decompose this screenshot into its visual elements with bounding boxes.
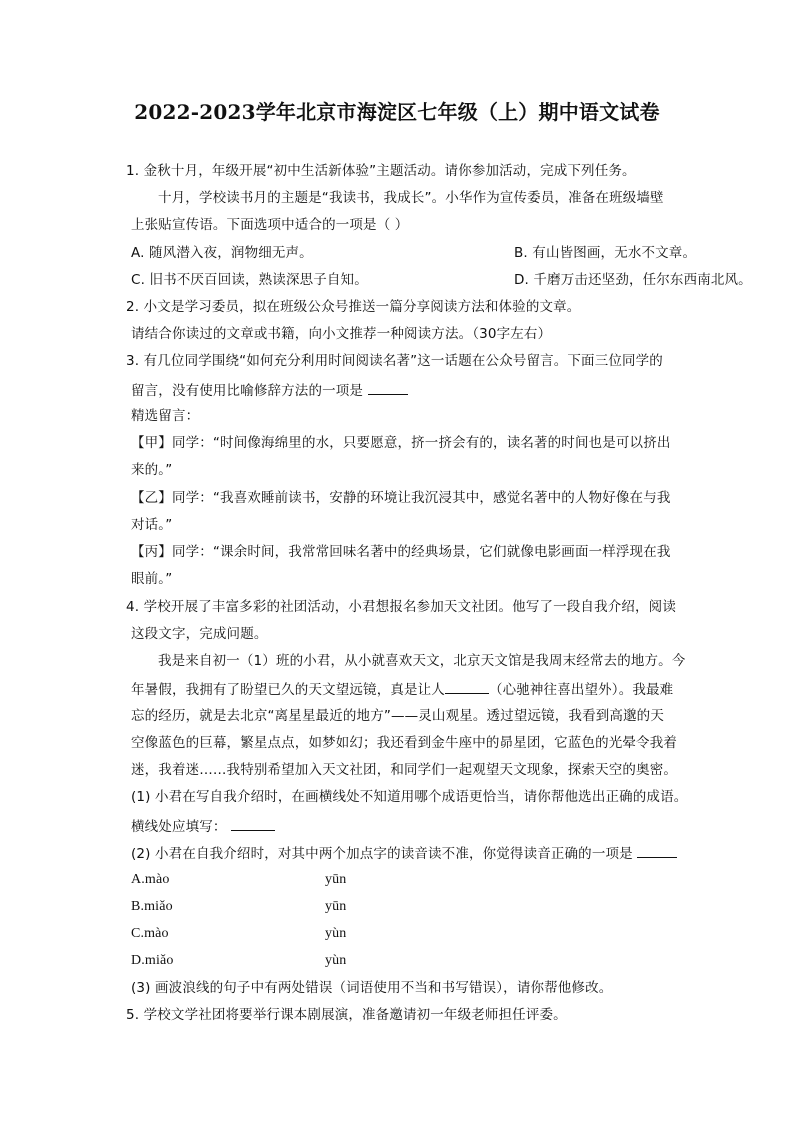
q4-passage-line3: 忘的经历，就是去北京“离星星最近的地方”——灵山观星。透过望远镜，我看到高邈的天 xyxy=(131,708,664,724)
q1-options-row2 xyxy=(131,271,752,289)
q1-options-row1 xyxy=(131,244,701,262)
q2-stem: 2. 小文是学习委员，拟在班级公众号推送一篇分享阅读方法和体验的文章。 xyxy=(126,299,581,315)
q4-choice-c-second: yùn xyxy=(325,926,347,941)
q3-jia-line2: 来的。” xyxy=(131,462,173,478)
q3-jia-line1: 【甲】同学：“时间像海绵里的水，只要愿意，挤一挤会有的，读名著的时间也是可以挤出 xyxy=(131,435,671,451)
q4-sub2-answer-blank[interactable] xyxy=(637,843,677,858)
q4-choice-c[interactable] xyxy=(131,925,701,943)
q4-choice-a[interactable] xyxy=(131,871,701,889)
q3-label: 精选留言： xyxy=(131,408,200,424)
q4-passage-line2 xyxy=(131,679,701,699)
q4-choice-b-second: yūn xyxy=(325,899,347,914)
q1-stem: 1. 金秋十月，年级开展“初中生活新体验”主题活动。请你参加活动，完成下列任务。 xyxy=(126,163,636,179)
q4-passage-line2-a: 年暑假，我拥有了盼望已久的天文望远镜，真是让人 xyxy=(131,682,445,698)
q4-stem-line2: 这段文字，完成问题。 xyxy=(131,626,268,642)
q4-choice-b[interactable] xyxy=(131,898,701,916)
q4-choice-a-second: yūn xyxy=(325,872,347,887)
q3-line2-text: 留言，没有使用比喻修辞方法的一项是 xyxy=(131,383,368,399)
q1-intro-line1: 十月，学校读书月的主题是“我读书，我成长”。小华作为宣传委员，准备在班级墙壁 xyxy=(158,190,664,206)
q4-passage-blank[interactable] xyxy=(445,679,489,694)
q1-option-c: C. 旧书不厌百回读，熟读深思子自知。 xyxy=(131,272,368,288)
q4-choice-b-first: B.miǎo xyxy=(131,899,173,914)
q4-sub1-answer-blank[interactable] xyxy=(231,816,275,831)
q4-choice-c-first: C.mào xyxy=(131,926,169,941)
q3-answer-blank[interactable] xyxy=(368,380,408,395)
q1-option-a: A. 随风潜入夜，润物细无声。 xyxy=(131,245,313,261)
q3-line2 xyxy=(131,380,701,400)
q4-sub2 xyxy=(131,843,701,863)
q4-passage-line2-b: （心驰神往喜出望外）。我最难 xyxy=(488,682,674,698)
q4-sub1-answer-label: 横线处应填写： xyxy=(131,819,227,835)
q4-passage-line4: 空像蓝色的巨幕，繁星点点，如梦如幻；我还看到金牛座中的昴星团，它蓝色的光晕令我着 xyxy=(131,735,677,751)
q4-choice-d[interactable] xyxy=(131,952,701,970)
q4-passage-line5: 迷，我着迷……我特别希望加入天文社团，和同学们一起观望天文现象，探索天空的奥密。 xyxy=(131,762,677,778)
q1-intro-line2: 上张贴宣传语。下面选项中适合的一项是（ ） xyxy=(131,217,409,233)
q3-yi-line1: 【乙】同学：“我喜欢睡前读书，安静的环境让我沉浸其中，感觉名著中的人物好像在与我 xyxy=(131,490,671,506)
q5-stem: 5. 学校文学社团将要举行课本剧展演，准备邀请初一年级老师担任评委。 xyxy=(126,1007,567,1023)
q1-option-d: D. 千磨万击还坚劲，任尔东西南北风。 xyxy=(514,272,752,288)
q3-stem: 3. 有几位同学围绕“如何充分利用时间阅读名著”这一话题在公众号留言。下面三位同学的 xyxy=(126,353,663,369)
q4-sub1: (1) 小君在写自我介绍时，在画横线处不知道用哪个成语更恰当，请你帮他选出正确的成语。 xyxy=(131,789,688,805)
q4-choice-d-first: D.miǎo xyxy=(131,953,174,968)
q3-bing-line1: 【丙】同学：“课余时间，我常常回味名著中的经典场景，它们就像电影画面一样浮现在我 xyxy=(131,544,671,560)
q4-sub3: (3) 画波浪线的句子中有两处错误（词语使用不当和书写错误），请你帮他修改。 xyxy=(131,980,613,996)
q4-sub1-answer-line xyxy=(131,816,701,836)
q1-option-b: B. 有山皆图画，无水不文章。 xyxy=(514,245,697,261)
q4-stem: 4. 学校开展了丰富多彩的社团活动，小君想报名参加天文社团。他写了一段自我介绍，阅读 xyxy=(126,599,676,615)
q4-choice-d-second: yùn xyxy=(325,953,347,968)
q4-choice-a-first: A.mào xyxy=(131,872,170,887)
q4-passage-line1: 我是来自初一（1）班的小君，从小就喜欢天文，北京天文馆是我周末经常去的地方。今 xyxy=(158,653,686,669)
q2-line2: 请结合你读过的文章或书籍，向小文推荐一种阅读方法。（30字左右） xyxy=(131,326,552,342)
q3-bing-line2: 眼前。” xyxy=(131,571,173,587)
q4-sub2-text: (2) 小君在自我介绍时，对其中两个加点字的读音读不准，你觉得读音正确的一项是 xyxy=(131,846,638,862)
exam-title: 2022-2023学年北京市海淀区七年级（上）期中语文试卷 xyxy=(134,100,660,124)
q3-yi-line2: 对话。” xyxy=(131,517,173,533)
